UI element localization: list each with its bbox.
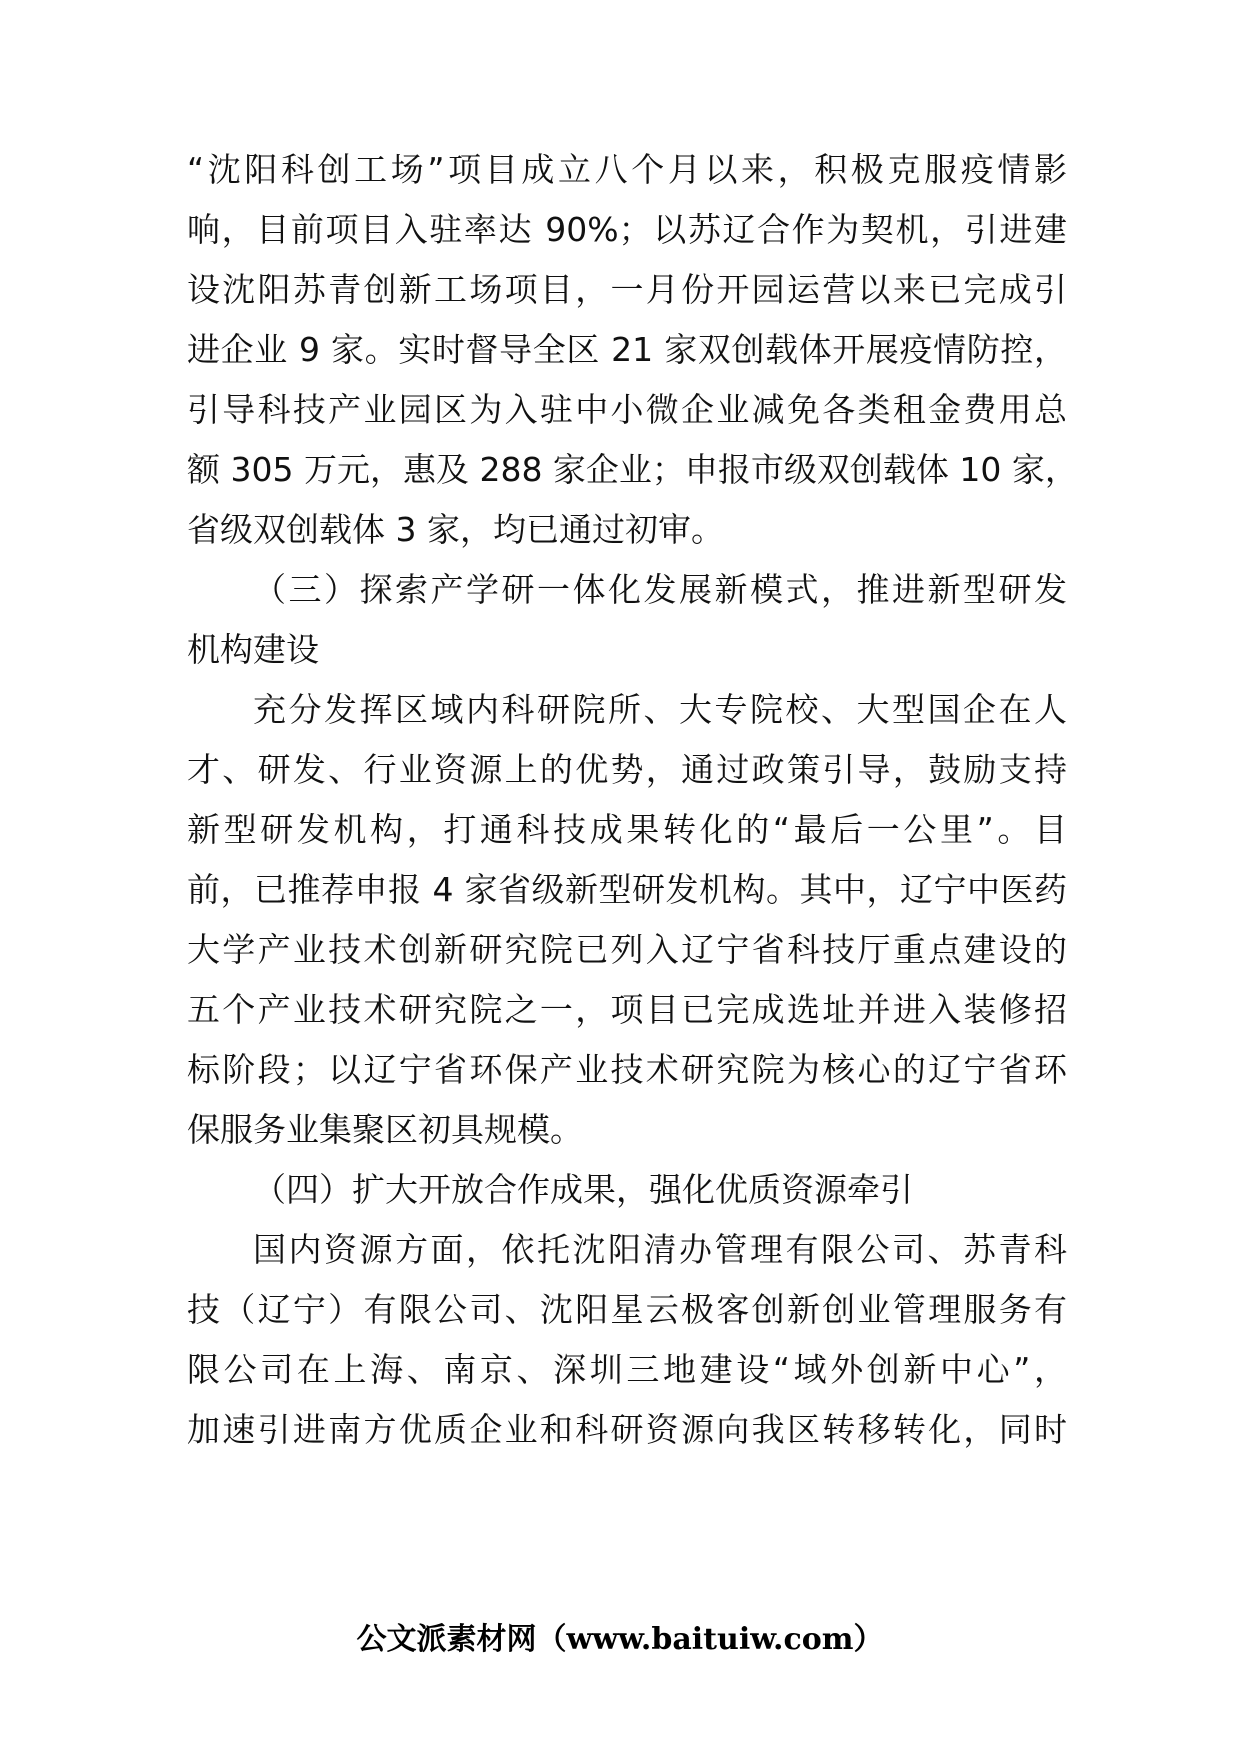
text-line: 国内资源方面，依托沈阳清办管理有限公司、苏青科 (253, 1230, 1067, 1269)
text-line: 加速引进南方优质企业和科研资源向我区转移转化，同时 (187, 1410, 1067, 1449)
section-heading-cont: 机构建设 (187, 630, 319, 669)
page-footer-watermark: 公文派素材网（www.baituiw.com） (356, 1622, 884, 1657)
text-line: “沈阳科创工场”项目成立八个月以来，积极克服疫情影 (187, 150, 1067, 189)
text-line: 充分发挥区域内科研院所、大专院校、大型国企在人 (253, 690, 1067, 729)
section-heading: （四）扩大开放合作成果，强化优质资源牵引 (253, 1170, 913, 1209)
text-line: 额 305 万元，惠及 288 家企业；申报市级双创载体 10 家， (187, 450, 1078, 489)
text-line: 才、研发、行业资源上的优势，通过政策引导，鼓励支持 (187, 750, 1067, 789)
text-line: 新型研发机构，打通科技成果转化的“最后一公里”。目 (187, 810, 1067, 849)
text-line: 设沈阳苏青创新工场项目，一月份开园运营以来已完成引 (187, 270, 1067, 309)
text-line: 标阶段；以辽宁省环保产业技术研究院为核心的辽宁省环 (187, 1050, 1067, 1089)
text-line: 技（辽宁）有限公司、沈阳星云极客创新创业管理服务有 (187, 1290, 1067, 1329)
section-heading: （三）探索产学研一体化发展新模式，推进新型研发 (253, 570, 1067, 609)
text-line: 进企业 9 家。实时督导全区 21 家双创载体开展疫情防控， (187, 330, 1067, 369)
text-line: 五个产业技术研究院之一，项目已完成选址并进入装修招 (187, 990, 1067, 1029)
text-line: 引导科技产业园区为入驻中小微企业减免各类租金费用总 (187, 390, 1067, 429)
text-line: 响，目前项目入驻率达 90%；以苏辽合作为契机，引进建 (187, 210, 1067, 249)
text-line: 前，已推荐申报 4 家省级新型研发机构。其中，辽宁中医药 (187, 870, 1067, 909)
text-line: 省级双创载体 3 家，均已通过初审。 (187, 510, 724, 549)
text-line: 大学产业技术创新研究院已列入辽宁省科技厅重点建设的 (187, 930, 1067, 969)
text-line: 限公司在上海、南京、深圳三地建设“域外创新中心”， (187, 1350, 1067, 1389)
text-line: 保服务业集聚区初具规模。 (187, 1110, 583, 1149)
